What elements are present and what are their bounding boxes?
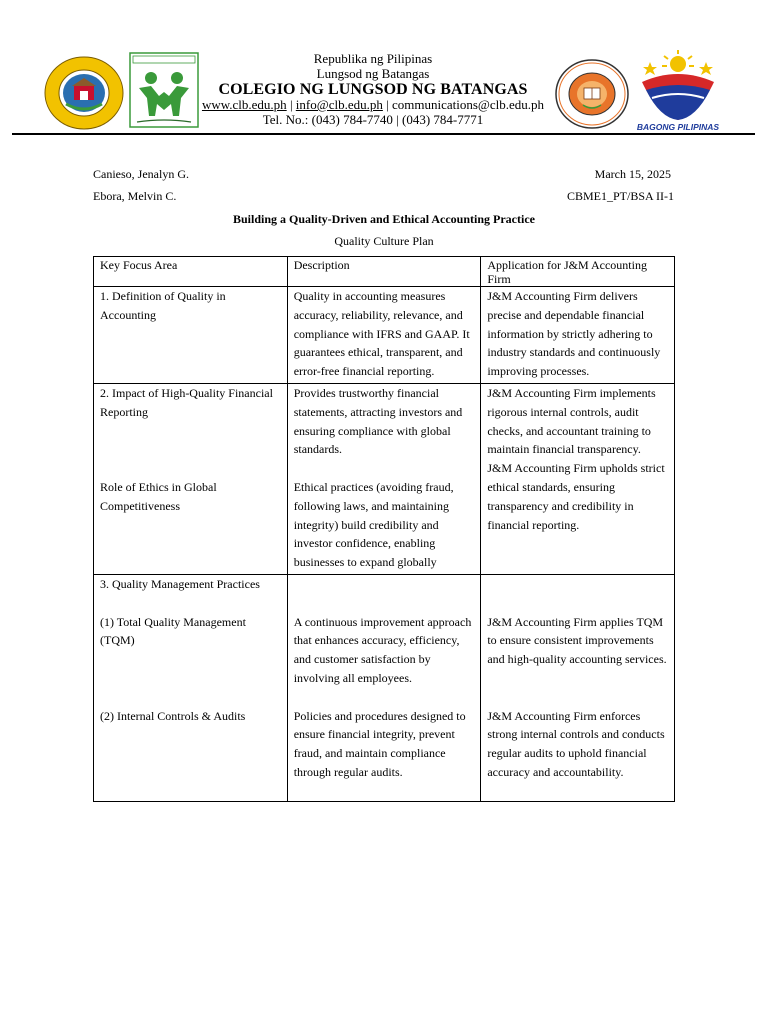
spacer xyxy=(487,669,668,707)
phone-line: Tel. No.: (043) 784-7740 | (043) 784-7771 xyxy=(262,111,484,127)
city-line: Lungsod ng Batangas xyxy=(316,65,430,81)
application-text: J&M Accounting Firm applies TQM to ensure consistent improvements and high-quality accounting services. xyxy=(487,614,667,667)
cell-area xyxy=(94,575,288,802)
spacer xyxy=(100,422,281,478)
spacer xyxy=(487,575,668,613)
cell-area xyxy=(94,287,288,384)
cell-application xyxy=(481,384,675,575)
header-divider xyxy=(12,133,755,135)
area-text: (1) Total Quality Management (TQM) xyxy=(100,614,246,648)
spacer xyxy=(100,650,281,706)
header-key-focus-area: Key Focus Area xyxy=(94,257,288,287)
communications-email: communications@clb.edu.ph xyxy=(391,97,545,112)
area-text: 1. Definition of Quality in Accounting xyxy=(100,289,226,322)
contact-line xyxy=(183,98,563,113)
section-code: CBME1_PT/BSA II-1 xyxy=(566,189,674,203)
document-subtitle: Quality Culture Plan xyxy=(334,234,434,248)
cell-description xyxy=(287,384,481,575)
table-header-row xyxy=(94,257,675,287)
description-text: Ethical practices (avoiding fraud, following laws, and maintaining integrity) build credibility and investor confidence, enabling businesses to expand globally xyxy=(293,479,454,570)
author-name-1: Canieso, Jenalyn G. xyxy=(93,167,189,181)
info-email-link[interactable]: info@clb.edu.ph xyxy=(295,97,383,112)
cell-description xyxy=(287,575,481,802)
cell-area xyxy=(94,384,288,575)
separator: | xyxy=(386,97,389,112)
spacer xyxy=(294,459,475,478)
separator: | xyxy=(289,97,293,112)
area-text: 2. Impact of High-Quality Financial Reporting xyxy=(100,386,273,419)
header-application: Application for J&M Accounting Firm xyxy=(481,257,675,287)
header-description: Description xyxy=(287,257,481,287)
document-date: March 15, 2025 xyxy=(594,167,671,181)
bagong-pilipinas-text: BAGONG PILIPINAS xyxy=(636,122,720,132)
school-name: COLEGIO NG LUNGSOD NG BATANGAS xyxy=(218,81,528,98)
cell-application xyxy=(481,575,675,802)
website-link[interactable]: www.clb.edu.ph xyxy=(201,97,287,112)
description-text: A continuous improvement approach that enhances accuracy, efficiency, and customer satisfaction by involving all employees. xyxy=(293,614,472,685)
spacer xyxy=(100,594,281,613)
application-text: J&M Accounting Firm delivers precise and dependable financial information by strictly adhering to industry standards and continuously improving processes. xyxy=(487,289,661,379)
letterhead xyxy=(0,0,768,136)
description-text: Policies and procedures designed to ensure financial integrity, prevent fraud, and maintain compliance through regular audits. xyxy=(293,708,466,779)
quality-culture-plan-table xyxy=(93,256,675,802)
republic-line: Republika ng Pilipinas xyxy=(313,51,433,66)
application-text: J&M Accounting Firm upholds strict ethical standards, ensuring transparency and credibility in financial reporting. xyxy=(487,461,665,532)
area-text: Role of Ethics in Global Competitiveness xyxy=(100,479,217,513)
spacer xyxy=(294,688,475,707)
table-row xyxy=(94,384,675,575)
bagong-pilipinas-logo-icon xyxy=(628,46,728,132)
description-text: Provides trustworthy financial statements, attracting investors and ensuring compliance with global standards. xyxy=(293,386,463,457)
application-text: J&M Accounting Firm enforces strong internal controls and conducts regular audits to uphold financial accuracy and accountability. xyxy=(487,708,665,779)
author-name-2: Ebora, Melvin C. xyxy=(93,189,177,203)
table-row xyxy=(94,575,675,802)
cell-application xyxy=(481,287,675,384)
cell-description xyxy=(287,287,481,384)
clb-seal-icon xyxy=(555,59,629,129)
application-text: J&M Accounting Firm implements rigorous internal controls, audit checks, and accountant training to maintain financial transparency. xyxy=(487,386,656,457)
batangas-city-seal-icon xyxy=(44,56,124,130)
letterhead-text xyxy=(183,52,563,127)
area-text: 3. Quality Management Practices xyxy=(100,577,260,591)
area-text: (2) Internal Controls & Audits xyxy=(100,708,246,723)
table-row xyxy=(94,287,675,384)
spacer xyxy=(294,575,475,613)
description-text: Quality in accounting measures accuracy, reliability, relevance, and compliance with IFRS and GAAP. It guarantees ethical, transparent, and error-free financial reporting. xyxy=(293,289,470,379)
document-title: Building a Quality-Driven and Ethical Accounting Practice xyxy=(232,212,535,226)
